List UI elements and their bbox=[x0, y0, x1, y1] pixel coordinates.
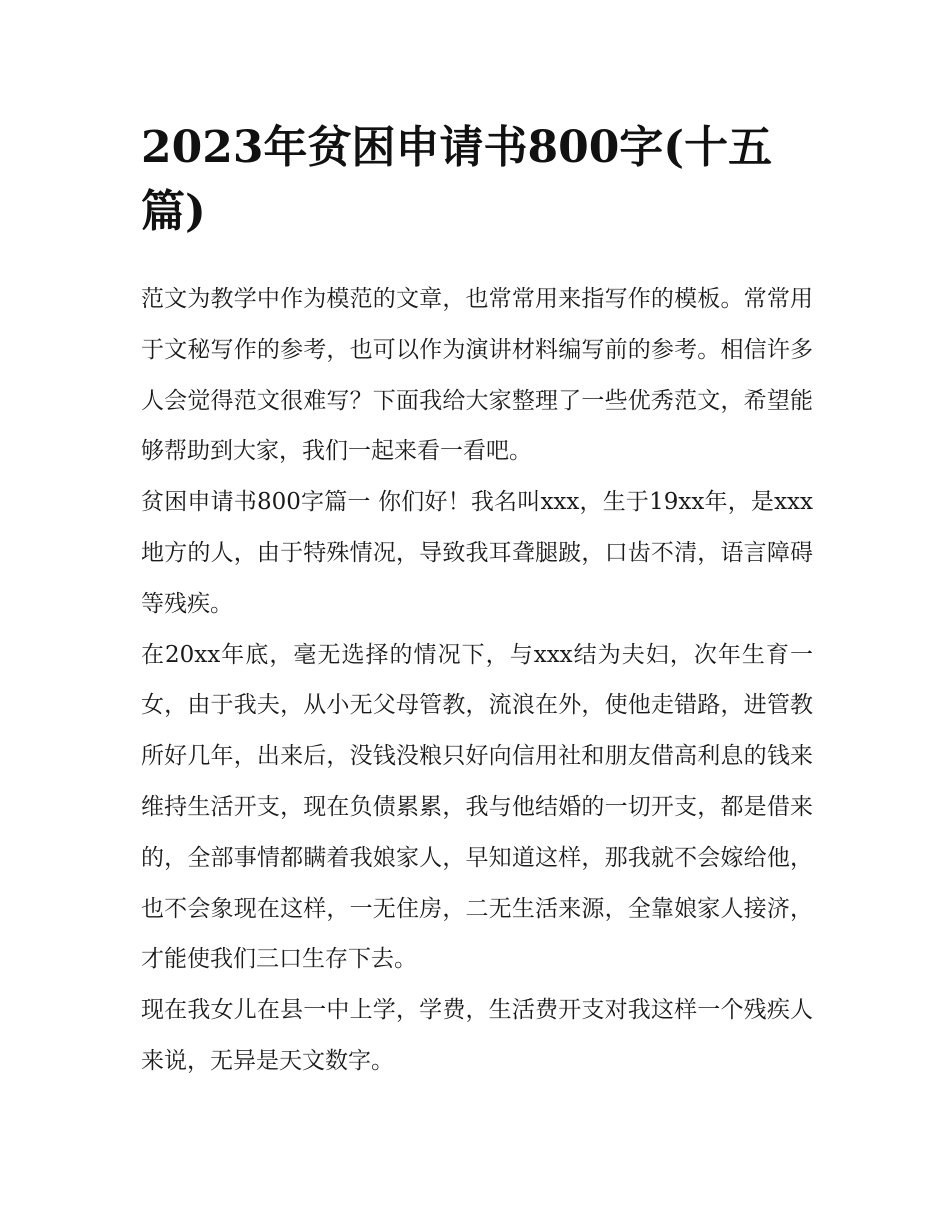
document-content bbox=[141, 116, 813, 1087]
document-body bbox=[141, 274, 813, 1087]
paragraph-section-one: 贫困申请书800字篇一 你们好！我名叫xxx，生于19xx年，是xxx地方的人，由于特殊情况，导致我耳聋腿跛，口齿不清，语言障碍等残疾。 bbox=[141, 489, 813, 617]
paragraph-marriage: 在20xx年底，毫无选择的情况下，与xxx结为夫妇，次年生育一女，由于我夫，从小无父母管教，流浪在外，使他走错路，进管教所好几年，出来后，没钱没粮只好向信用社和朋友借高利息的钱来维持生活开支，现在负债累累，我与他结婚的一切开支，都是借来的，全部事情都瞒着我娘家人，早知道这样，那我就不会嫁给他，也不会象现在这样，一无住房，二无生活来源，全靠娘家人接济，才能使我们三口生存下去。 bbox=[141, 641, 813, 973]
paragraph-daughter: 现在我女儿在县一中上学，学费，生活费开支对我这样一个残疾人来说，无异是天文数字。 bbox=[141, 997, 813, 1074]
paragraph-intro: 范文为教学中作为模范的文章，也常常用来指写作的模板。常常用于文秘写作的参考，也可以作为演讲材料编写前的参考。相信许多人会觉得范文很难写？下面我给大家整理了一些优秀范文，希望能够帮助到大家，我们一起来看一看吧。 bbox=[141, 286, 813, 465]
document-title: 2023年贫困申请书800字(十五篇) bbox=[141, 122, 773, 237]
